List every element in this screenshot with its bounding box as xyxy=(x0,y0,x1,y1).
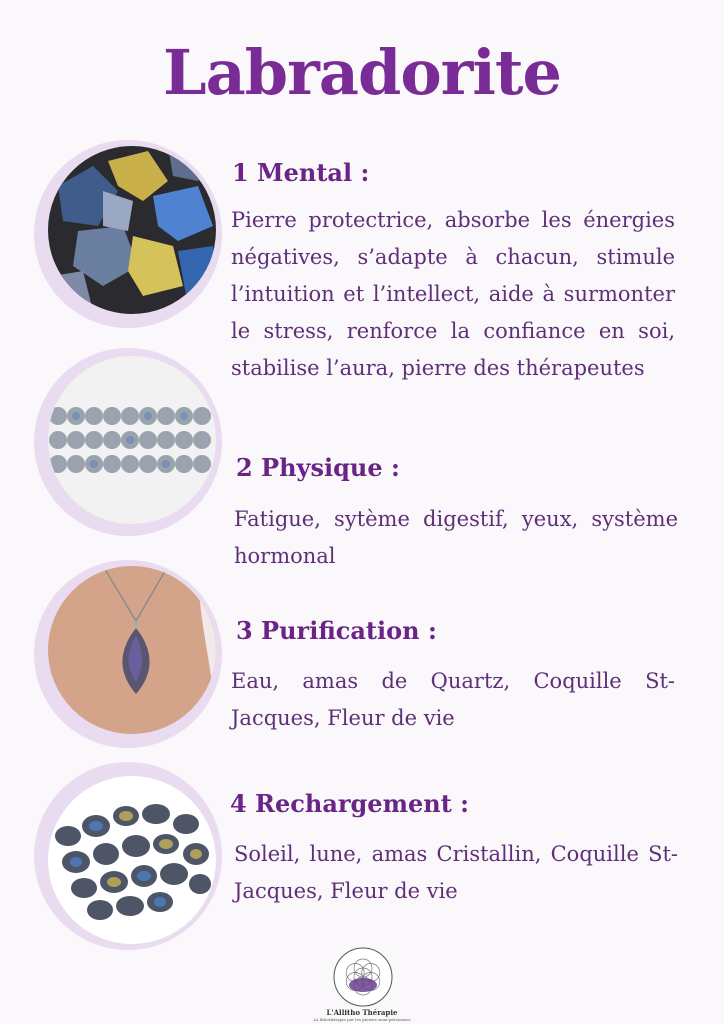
labradorite-pendant-photo xyxy=(48,566,216,734)
section-1-text: Pierre protectrice, absorbe les énergies négatives, s’adapte à chacun, stimule l’intuition et l’intellect, aide à surmonter le stress, renforce la confiance en soi, stabilise l’aura, pierre des thérapeutes xyxy=(231,208,675,380)
section-4-text: Soleil, lune, amas Cristallin, Coquille St-Jacques, Fleur de vie xyxy=(234,842,678,903)
section-4-heading: 4 Rechargement : xyxy=(230,789,469,818)
flower-of-life-logo xyxy=(332,946,394,1008)
brand-name: L'Allitho Thérapie xyxy=(326,1008,398,1017)
labradorite-bracelet-photo xyxy=(48,356,216,524)
page-title: Labradorite xyxy=(163,36,561,109)
section-3-heading: 3 Purification : xyxy=(236,616,437,645)
polished-labradorite-stones-photo xyxy=(48,776,216,944)
brand-tagline: La lithothérapie par les pierres semi-précieuses xyxy=(313,1017,411,1022)
section-2-text: Fatigue, sytème digestif, yeux, système hormonal xyxy=(234,507,678,568)
section-2-heading: 2 Physique : xyxy=(236,453,400,482)
section-1-heading: 1 Mental : xyxy=(232,158,370,187)
section-3-text: Eau, amas de Quartz, Coquille St-Jacques, Fleur de vie xyxy=(231,669,675,730)
raw-labradorite-stones-photo xyxy=(48,146,216,314)
